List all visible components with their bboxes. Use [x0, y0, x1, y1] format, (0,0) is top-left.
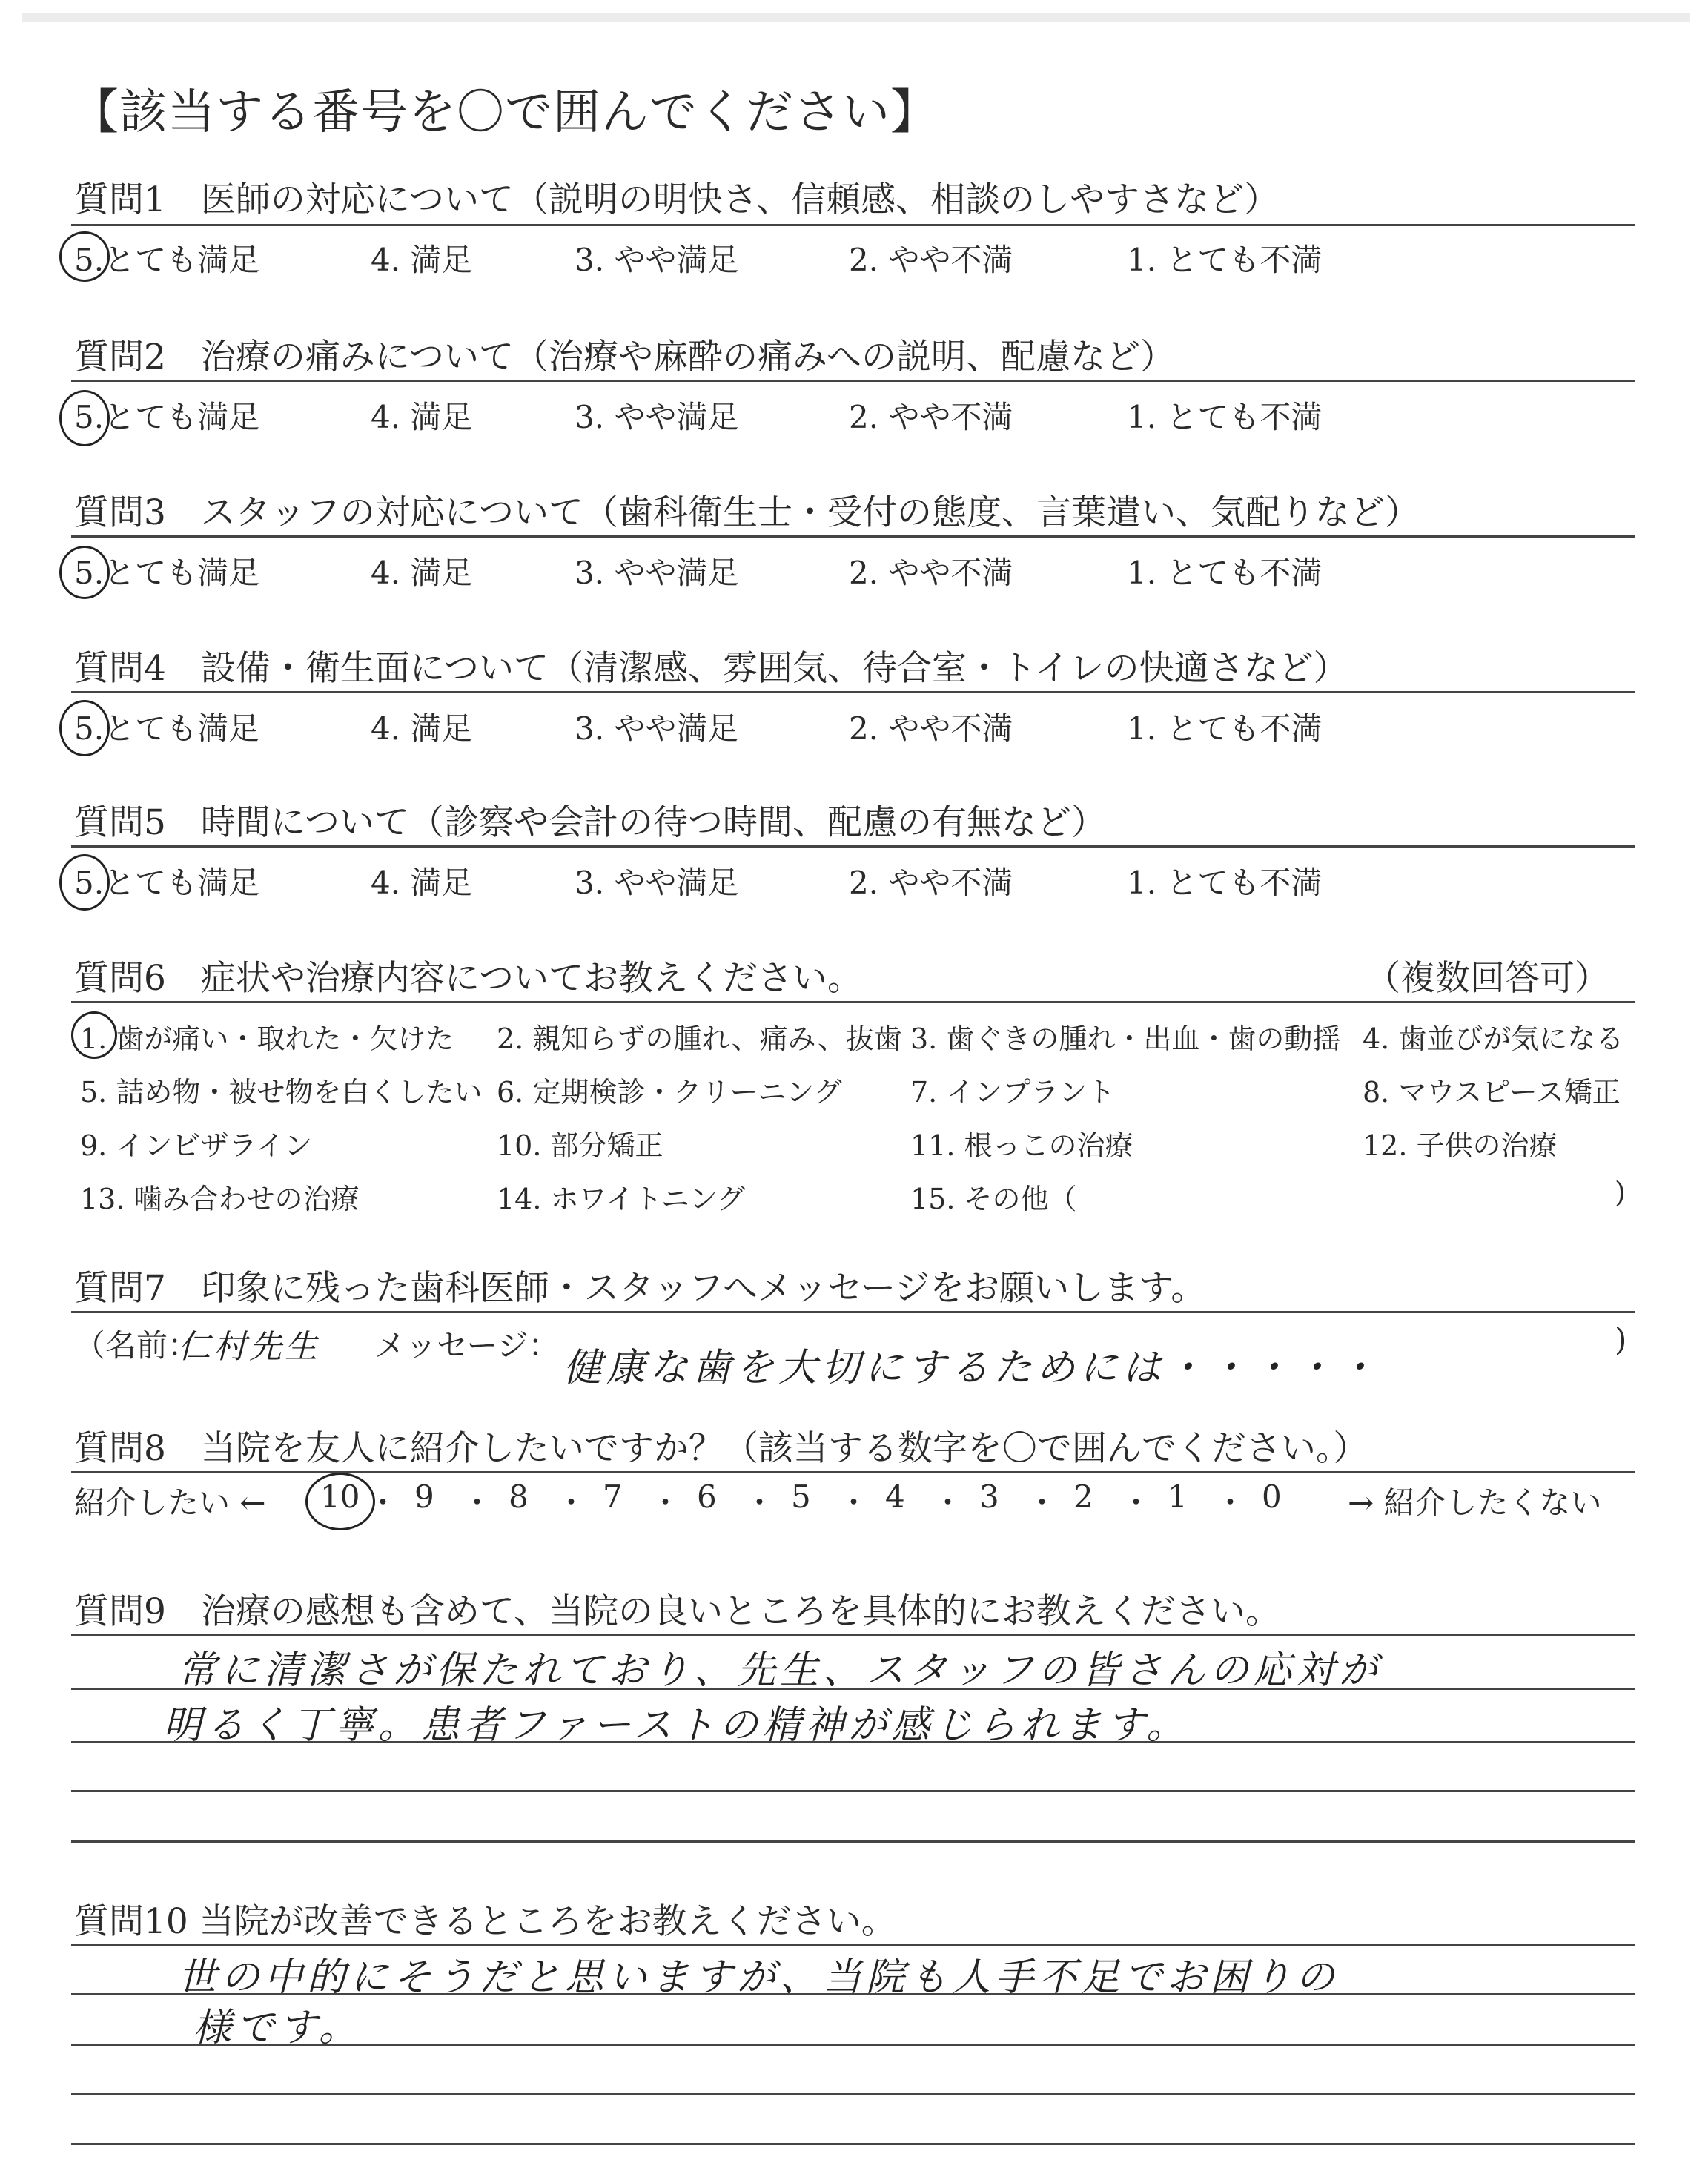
q7-message-label: メッセージ： — [374, 1327, 560, 1364]
q8-scale-value-9[interactable]: 9 — [414, 1479, 434, 1515]
q8-scale-value-6[interactable]: 6 — [697, 1479, 717, 1515]
q8-right-label: → 紹介したくない — [1348, 1484, 1602, 1521]
q5-option-5[interactable]: 5.とても満足 — [74, 865, 260, 901]
q8-scale-value-3[interactable]: 3 — [979, 1479, 999, 1515]
question-1-rule — [71, 224, 1635, 226]
question-6-heading: 質問6 症状や治療内容についてお教えください。 — [74, 958, 862, 999]
q3-selection-circle — [59, 546, 110, 599]
question-3-heading: 質問3 スタッフの対応について（歯科衛生士・受付の態度、言葉遣い、気配りなど） — [74, 492, 1420, 533]
q6-other-close: ) — [1615, 1176, 1626, 1209]
q6-option-9[interactable]: 9. インビザライン — [80, 1129, 313, 1162]
q9-answer-line-3 — [71, 1790, 1635, 1792]
q5-option-2[interactable]: 2. やや不満 — [849, 865, 1013, 901]
q8-scale-separator: ・ — [932, 1484, 964, 1521]
q8-scale-separator: ・ — [367, 1484, 399, 1521]
q8-scale-separator: ・ — [649, 1484, 681, 1521]
q8-scale-separator: ・ — [461, 1484, 493, 1521]
q3-option-4[interactable]: 4. 満足 — [371, 555, 473, 591]
q6-option-4[interactable]: 4. 歯並びが気になる — [1363, 1023, 1624, 1055]
q5-option-3[interactable]: 3. やや満足 — [575, 865, 739, 901]
q8-left-label: 紹介したい ← — [74, 1484, 266, 1521]
q3-option-3[interactable]: 3. やや満足 — [575, 555, 739, 591]
q4-option-2[interactable]: 2. やや不満 — [849, 710, 1013, 747]
q4-option-4[interactable]: 4. 満足 — [371, 710, 473, 747]
q6-option-10[interactable]: 10. 部分矯正 — [497, 1129, 663, 1162]
q6-option-5[interactable]: 5. 詰め物・被せ物を白くしたい — [80, 1076, 483, 1109]
q6-option-13[interactable]: 13. 噛み合わせの治療 — [80, 1183, 360, 1215]
q8-scale-separator: ・ — [1120, 1484, 1152, 1521]
q1-option-4[interactable]: 4. 満足 — [371, 242, 473, 278]
q10-answer-line-1-text[interactable]: 世の中的にそうだと思いますが、当院も人手不足でお困りの — [178, 1955, 1340, 2000]
question-8-heading: 質問8 当院を友人に紹介したいですか？（該当する数字を〇で囲んでください。） — [74, 1428, 1368, 1469]
question-7-rule — [71, 1311, 1635, 1313]
q4-option-5[interactable]: 5.とても満足 — [74, 710, 260, 747]
q6-option-6[interactable]: 6. 定期検診・クリーニング — [497, 1076, 842, 1109]
q8-scale-value-5[interactable]: 5 — [791, 1479, 811, 1515]
q1-option-3[interactable]: 3. やや満足 — [575, 242, 739, 278]
scan-edge — [22, 13, 1690, 22]
q6-option-1[interactable]: 1. 歯が痛い・取れた・欠けた — [80, 1023, 454, 1055]
q7-close-paren: ) — [1615, 1321, 1627, 1358]
q9-answer-line-4 — [71, 1840, 1635, 1843]
q1-option-2[interactable]: 2. やや不満 — [849, 242, 1013, 278]
q1-option-1[interactable]: 1. とても不満 — [1127, 242, 1323, 278]
q8-scale-separator: ・ — [1214, 1484, 1246, 1521]
q5-option-4[interactable]: 4. 満足 — [371, 865, 473, 901]
q2-option-5[interactable]: 5.とても満足 — [74, 399, 260, 435]
page-title: 【該当する番号を〇で囲んでください】 — [71, 85, 939, 140]
q8-scale-separator: ・ — [555, 1484, 587, 1521]
q8-selection-circle — [305, 1473, 375, 1530]
q5-option-1[interactable]: 1. とても不満 — [1127, 865, 1323, 901]
q8-scale-separator: ・ — [744, 1484, 775, 1521]
q8-scale-value-10[interactable]: 10 — [320, 1479, 360, 1515]
question-5-heading: 質問5 時間について（診察や会計の待つ時間、配慮の有無など） — [74, 802, 1106, 843]
q2-option-1[interactable]: 1. とても不満 — [1127, 399, 1323, 435]
q6-option-3[interactable]: 3. 歯ぐきの腫れ・出血・歯の動揺 — [910, 1023, 1341, 1055]
q6-option-15[interactable]: 15. その他（ — [910, 1183, 1077, 1215]
question-9-rule — [71, 1634, 1635, 1636]
q8-scale-value-8[interactable]: 8 — [509, 1479, 529, 1515]
q2-option-4[interactable]: 4. 満足 — [371, 399, 473, 435]
question-1-heading: 質問1 医師の対応について（説明の明快さ、信頼感、相談のしやすさなど） — [74, 179, 1280, 220]
q9-answer-line-2-text[interactable]: 明るく丁寧。患者ファーストの精神が感じられます。 — [163, 1703, 1190, 1748]
q7-message-value[interactable]: 健康な歯を大切にするためには・・・・・ — [563, 1346, 1381, 1390]
q7-name-label: （名前： — [74, 1327, 199, 1364]
q10-answer-line-3 — [71, 2093, 1635, 2095]
question-3-rule — [71, 535, 1635, 538]
question-2-heading: 質問2 治療の痛みについて（治療や麻酔の痛みへの説明、配慮など） — [74, 337, 1176, 377]
q8-scale-value-4[interactable]: 4 — [885, 1479, 905, 1515]
question-10-heading: 質問10 当院が改善できるところをお教えください。 — [74, 1901, 896, 1942]
q1-selection-circle — [59, 231, 110, 282]
q4-option-3[interactable]: 3. やや満足 — [575, 710, 739, 747]
q6-option-12[interactable]: 12. 子供の治療 — [1363, 1129, 1558, 1162]
q8-scale-value-0[interactable]: 0 — [1262, 1479, 1282, 1515]
question-8-rule — [71, 1471, 1635, 1473]
q8-scale-separator: ・ — [1026, 1484, 1058, 1521]
question-4-heading: 質問4 設備・衛生面について（清潔感、雰囲気、待合室・トイレの快適さなど） — [74, 648, 1348, 689]
q3-option-2[interactable]: 2. やや不満 — [849, 555, 1013, 591]
q9-answer-line-1-text[interactable]: 常に清潔さが保たれており、先生、スタッフの皆さんの応対が — [178, 1648, 1383, 1693]
q8-scale-value-2[interactable]: 2 — [1073, 1479, 1093, 1515]
question-6-rule — [71, 1001, 1635, 1003]
q1-option-5[interactable]: 5.とても満足 — [74, 242, 260, 278]
question-2-rule — [71, 380, 1635, 382]
q3-option-5[interactable]: 5.とても満足 — [74, 555, 260, 591]
q6-option-8[interactable]: 8. マウスピース矯正 — [1363, 1076, 1621, 1109]
q2-selection-circle — [59, 390, 110, 446]
q6-selection-circle — [71, 1011, 117, 1059]
q3-option-1[interactable]: 1. とても不満 — [1127, 555, 1323, 591]
q6-option-7[interactable]: 7. インプラント — [910, 1076, 1116, 1109]
q4-selection-circle — [59, 700, 110, 756]
question-4-rule — [71, 691, 1635, 693]
q7-name-value[interactable]: 仁村先生 — [178, 1328, 320, 1366]
q2-option-3[interactable]: 3. やや満足 — [575, 399, 739, 435]
q5-selection-circle — [59, 854, 110, 911]
q10-answer-line-4 — [71, 2143, 1635, 2145]
q6-option-11[interactable]: 11. 根っこの治療 — [910, 1129, 1133, 1162]
q4-option-1[interactable]: 1. とても不満 — [1127, 710, 1323, 747]
q2-option-2[interactable]: 2. やや不満 — [849, 399, 1013, 435]
question-6-note: （複数回答可） — [1366, 958, 1609, 999]
q10-answer-line-2-text[interactable]: 様です。 — [193, 2006, 362, 2050]
question-5-rule — [71, 845, 1635, 848]
q8-scale-value-1[interactable]: 1 — [1168, 1479, 1188, 1515]
question-9-heading: 質問9 治療の感想も含めて、当院の良いところを具体的にお教えください。 — [74, 1591, 1280, 1632]
q8-scale-separator: ・ — [838, 1484, 870, 1521]
q6-option-2[interactable]: 2. 親知らずの腫れ、痛み、抜歯 — [497, 1023, 902, 1055]
q6-option-14[interactable]: 14. ホワイトニング — [497, 1183, 746, 1215]
q8-scale-value-7[interactable]: 7 — [603, 1479, 623, 1515]
question-7-heading: 質問7 印象に残った歯科医師・スタッフへメッセージをお願いします。 — [74, 1268, 1206, 1309]
